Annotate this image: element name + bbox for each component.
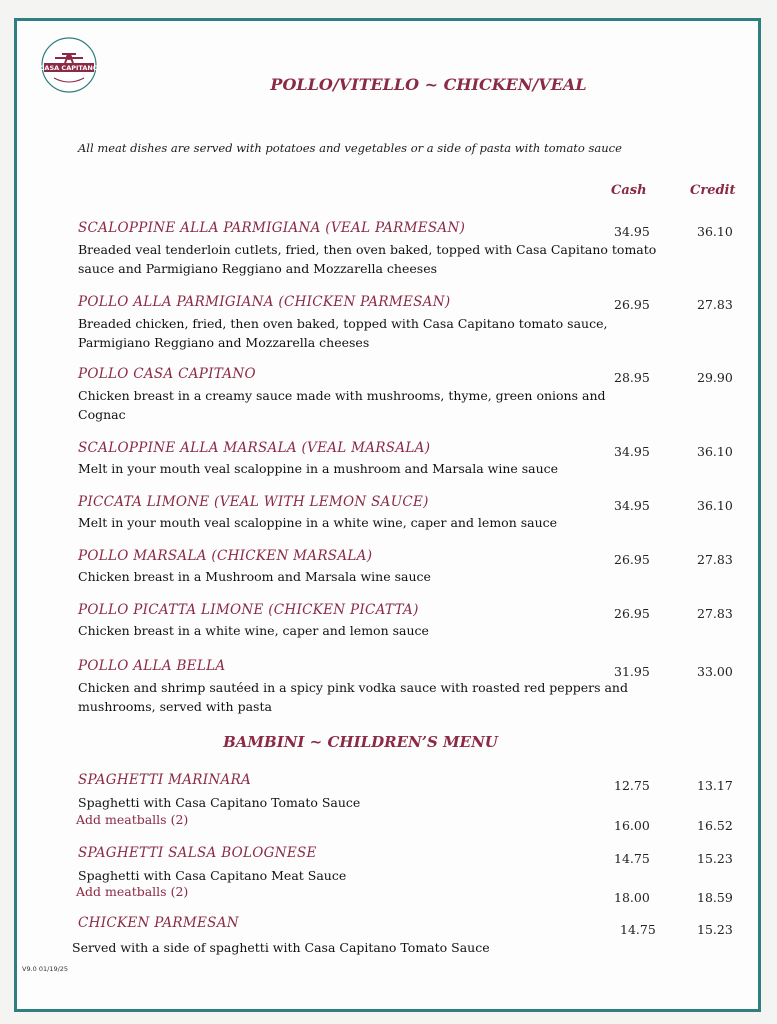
version-label: V9.0 01/19/25	[22, 965, 69, 973]
credit-price: 15.23	[697, 922, 733, 937]
credit-price: 13.17	[697, 778, 733, 793]
addon-credit-price: 18.59	[697, 890, 733, 905]
kids-item-name: SPAGHETTI MARINARA	[78, 772, 252, 788]
childrens-menu-title: BAMBINI ~ CHILDREN’S MENU	[223, 733, 498, 751]
menu-item-name: PICCATA LIMONE (VEAL WITH LEMON SAUCE)	[78, 494, 429, 510]
cash-price: 14.75	[614, 851, 650, 866]
cash-price: 34.95	[614, 444, 650, 459]
menu-item-description: Chicken breast in a creamy sauce made with mushrooms, thyme, green onions and Cognac	[78, 388, 606, 422]
cash-column-header: Cash	[611, 183, 647, 198]
menu-item-description: Chicken breast in a white wine, caper and lemon sauce	[78, 623, 429, 638]
menu-item-name: SCALOPPINE ALLA PARMIGIANA (VEAL PARMESAN)	[78, 220, 466, 236]
addon-cash-price: 16.00	[614, 818, 650, 833]
kids-item-description: Spaghetti with Casa Capitano Meat Sauce	[78, 868, 347, 883]
credit-price: 27.83	[697, 297, 733, 312]
cash-price: 26.95	[614, 606, 650, 621]
menu-item-description: Melt in your mouth veal scaloppine in a mushroom and Marsala wine sauce	[78, 461, 559, 476]
credit-price: 36.10	[697, 498, 733, 513]
credit-price: 33.00	[697, 664, 733, 679]
cash-price: 14.75	[620, 922, 656, 937]
addon-label: Add meatballs (2)	[76, 812, 189, 827]
cash-price: 26.95	[614, 297, 650, 312]
cash-price: 31.95	[614, 664, 650, 679]
kids-item-description: Served with a side of spaghetti with Casa Capitano Tomato Sauce	[72, 940, 490, 955]
kids-item-description: Spaghetti with Casa Capitano Tomato Sauce	[78, 795, 361, 810]
menu-item-name: POLLO MARSALA (CHICKEN MARSALA)	[78, 548, 373, 564]
cash-price: 28.95	[614, 370, 650, 385]
credit-price: 36.10	[697, 444, 733, 459]
cash-price: 34.95	[614, 224, 650, 239]
menu-item-name: POLLO CASA CAPITANO	[78, 366, 256, 382]
credit-price: 27.83	[697, 606, 733, 621]
menu-item-description: Chicken breast in a Mushroom and Marsala wine sauce	[78, 569, 431, 584]
kids-item-name: CHICKEN PARMESAN	[78, 915, 239, 931]
menu-item-name: SCALOPPINE ALLA MARSALA (VEAL MARSALA)	[78, 440, 431, 456]
addon-label: Add meatballs (2)	[76, 884, 189, 899]
cash-price: 34.95	[614, 498, 650, 513]
credit-price: 15.23	[697, 851, 733, 866]
addon-cash-price: 18.00	[614, 890, 650, 905]
menu-item-description: Chicken and shrimp sautéed in a spicy pink vodka sauce with roasted red peppers and mushrooms, served with pasta	[78, 680, 628, 714]
logo-text: CASA CAPITANO	[40, 64, 98, 72]
credit-price: 29.90	[697, 370, 733, 385]
menu-item-name: POLLO PICATTA LIMONE (CHICKEN PICATTA)	[78, 602, 419, 618]
cash-price: 26.95	[614, 552, 650, 567]
menu-item-description: Breaded veal tenderloin cutlets, fried, then oven baked, topped with Casa Capitano tomato sauce and Parmigiano Reggiano and Mozzarella cheeses	[78, 242, 657, 276]
menu-item-description: Breaded chicken, fried, then oven baked, topped with Casa Capitano tomato sauce, Parmigiano Reggiano and Mozzarella cheeses	[78, 316, 608, 350]
addon-credit-price: 16.52	[697, 818, 733, 833]
credit-column-header: Credit	[690, 183, 736, 198]
kids-item-name: SPAGHETTI SALSA BOLOGNESE	[78, 845, 317, 861]
menu-item-name: POLLO ALLA BELLA	[78, 658, 226, 674]
menu-item-name: POLLO ALLA PARMIGIANA (CHICKEN PARMESAN)	[78, 294, 451, 310]
credit-price: 27.83	[697, 552, 733, 567]
credit-price: 36.10	[697, 224, 733, 239]
menu-item-description: Melt in your mouth veal scaloppine in a white wine, caper and lemon sauce	[78, 515, 558, 530]
cash-price: 12.75	[614, 778, 650, 793]
page-title: POLLO/VITELLO ~ CHICKEN/VEAL	[270, 75, 587, 94]
serving-note: All meat dishes are served with potatoes and vegetables or a side of pasta with tomato sauce	[78, 141, 622, 155]
